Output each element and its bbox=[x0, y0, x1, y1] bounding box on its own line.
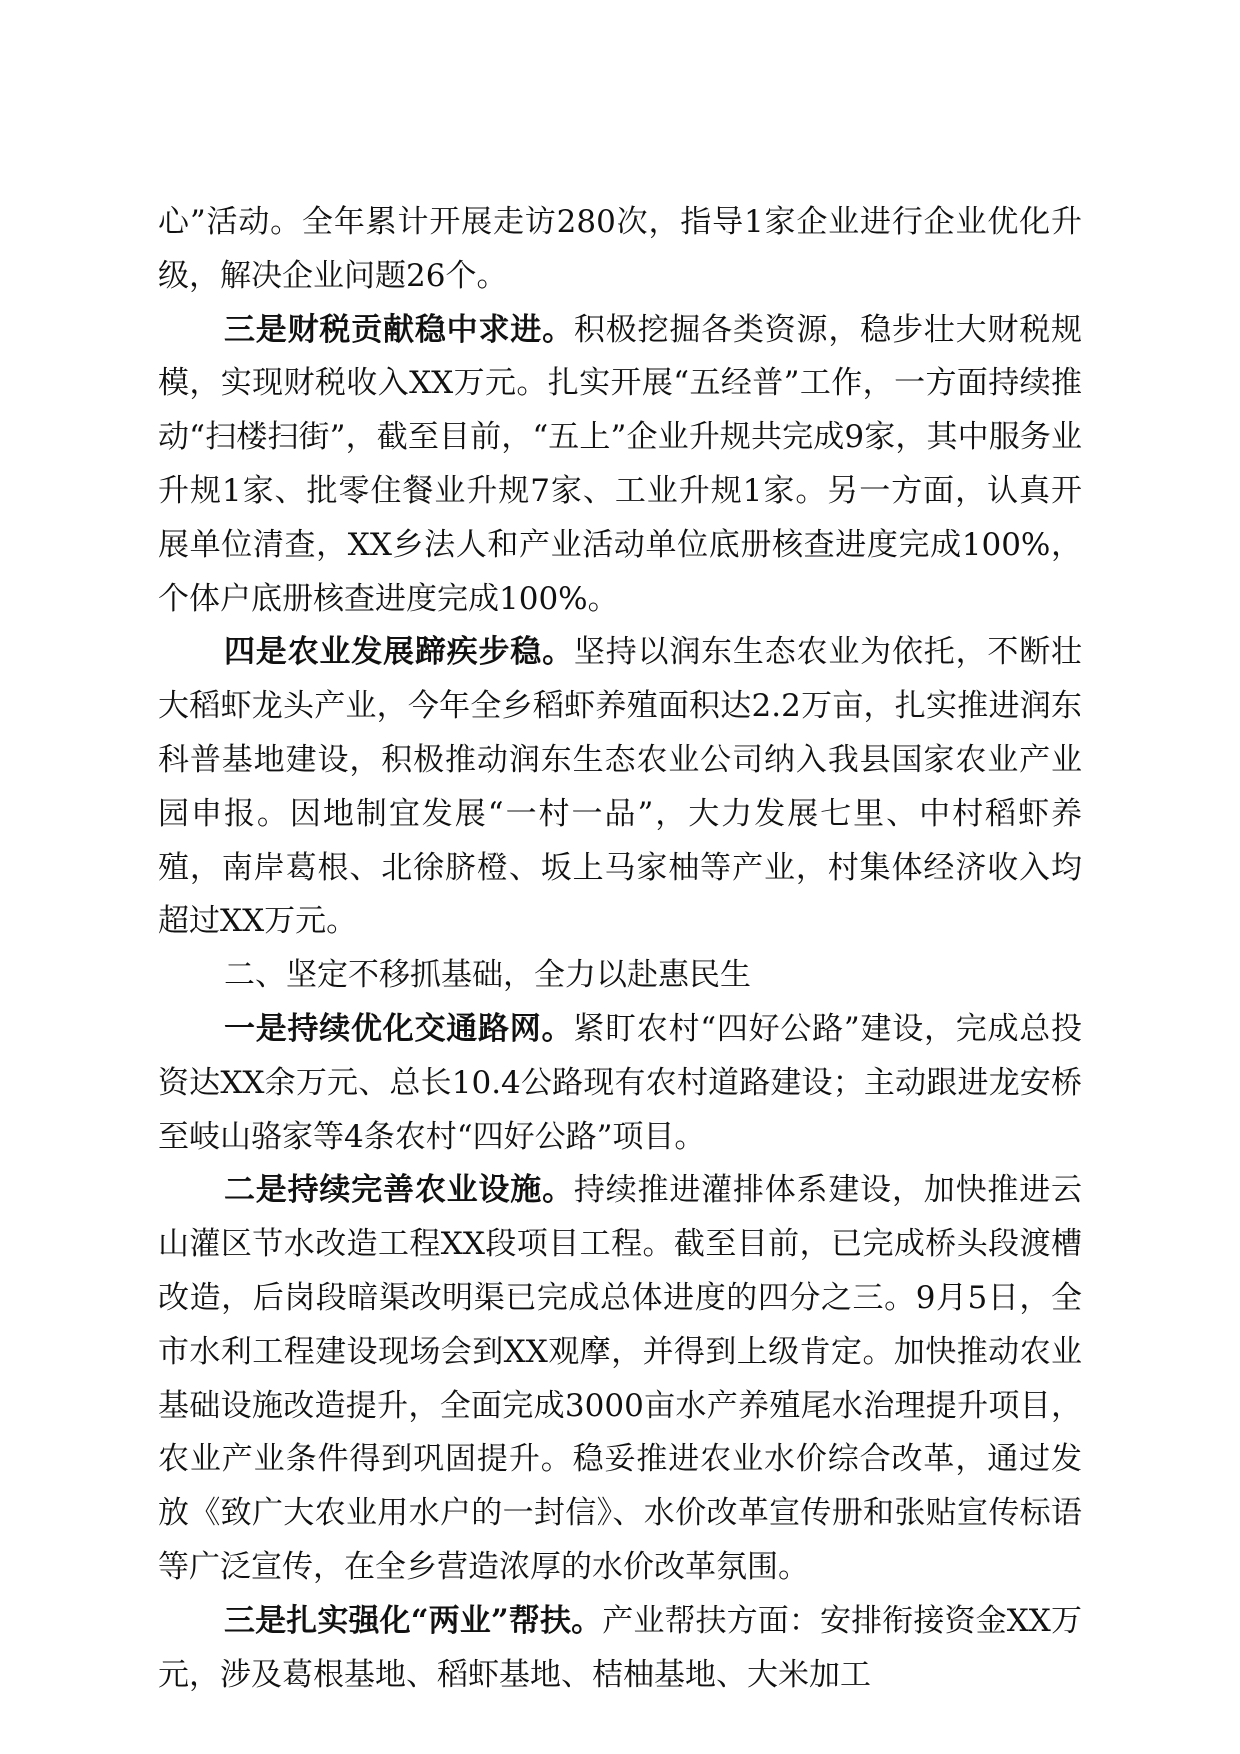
paragraph-lead: 三是财税贡献稳中求进。 bbox=[224, 311, 574, 348]
paragraph-lead: 一是持续优化交通路网。 bbox=[224, 1010, 574, 1047]
paragraph-lead: 二是持续完善农业设施。 bbox=[224, 1172, 574, 1209]
paragraph-transport bbox=[158, 1003, 1082, 1164]
paragraph-agriculture bbox=[158, 626, 1082, 949]
document-body bbox=[158, 196, 1082, 1702]
paragraph-fiscal-revenue bbox=[158, 304, 1082, 627]
paragraph-text: 紧盯农村“四好公路”建设，完成总投资达XX余万元、总长10.4公路现有农村道路建设；主动跟进龙安桥至岐山骆家等4条农村“四好公路”项目。 bbox=[158, 1010, 1083, 1155]
paragraph-lead: 四是农业发展蹄疾步稳。 bbox=[224, 634, 574, 671]
paragraph-facilities bbox=[158, 1164, 1082, 1594]
paragraph-text: 积极挖掘各类资源，稳步壮大财税规模，实现财税收入XX万元。扎实开展“五经普”工作，一方面持续推动“扫楼扫街”，截至目前，“五上”企业升规共完成9家，其中服务业升规1家、批零住餐业升规7家、工业升规1家。另一方面，认真开展单位清查，XX乡法人和产业活动单位底册核查进度完成100%，个体户底册核查进度完成100%。 bbox=[158, 311, 1083, 617]
paragraph-lead: 三是扎实强化“两业”帮扶。 bbox=[224, 1602, 603, 1639]
paragraph-continuation bbox=[158, 196, 1082, 304]
section-heading: 二、坚定不移抓基础，全力以赴惠民生 bbox=[224, 957, 751, 994]
paragraph-text: 心”活动。全年累计开展走访280次，指导1家企业进行企业优化升级，解决企业问题26个。 bbox=[158, 204, 1082, 294]
paragraph-text: 产业帮扶方面：安排衔接资金XX万元，涉及葛根基地、稻虾基地、桔柚基地、大米加工 bbox=[158, 1602, 1082, 1693]
paragraph-text: 持续推进灌排体系建设，加快推进云山灌区节水改造工程XX段项目工程。截至目前，已完成桥头段渡槽改造，后岗段暗渠改明渠已完成总体进度的四分之三。9月5日，全市水利工程建设现场会到XX观摩，并得到上级肯定。加快推动农业基础设施改造提升，全面完成3000亩水产养殖尾水治理提升项目，农业产业条件得到巩固提升。稳妥推进农业水价综合改革，通过发放《致广大农业用水户的一封信》、水价改革宣传册和张贴宣传标语等广泛宣传，在全乡营造浓厚的水价改革氛围。 bbox=[158, 1172, 1083, 1585]
paragraph-text: 坚持以润东生态农业为依托，不断壮大稻虾龙头产业，今年全乡稻虾养殖面积达2.2万亩，扎实推进润东科普基地建设，积极推动润东生态农业公司纳入我县国家农业产业园申报。因地制宜发展“一村一品”，大力发展七里、中村稻虾养殖，南岸葛根、北徐脐橙、坂上马家柚等产业，村集体经济收入均超过XX万元。 bbox=[158, 634, 1083, 940]
paragraph-assistance bbox=[158, 1595, 1082, 1703]
